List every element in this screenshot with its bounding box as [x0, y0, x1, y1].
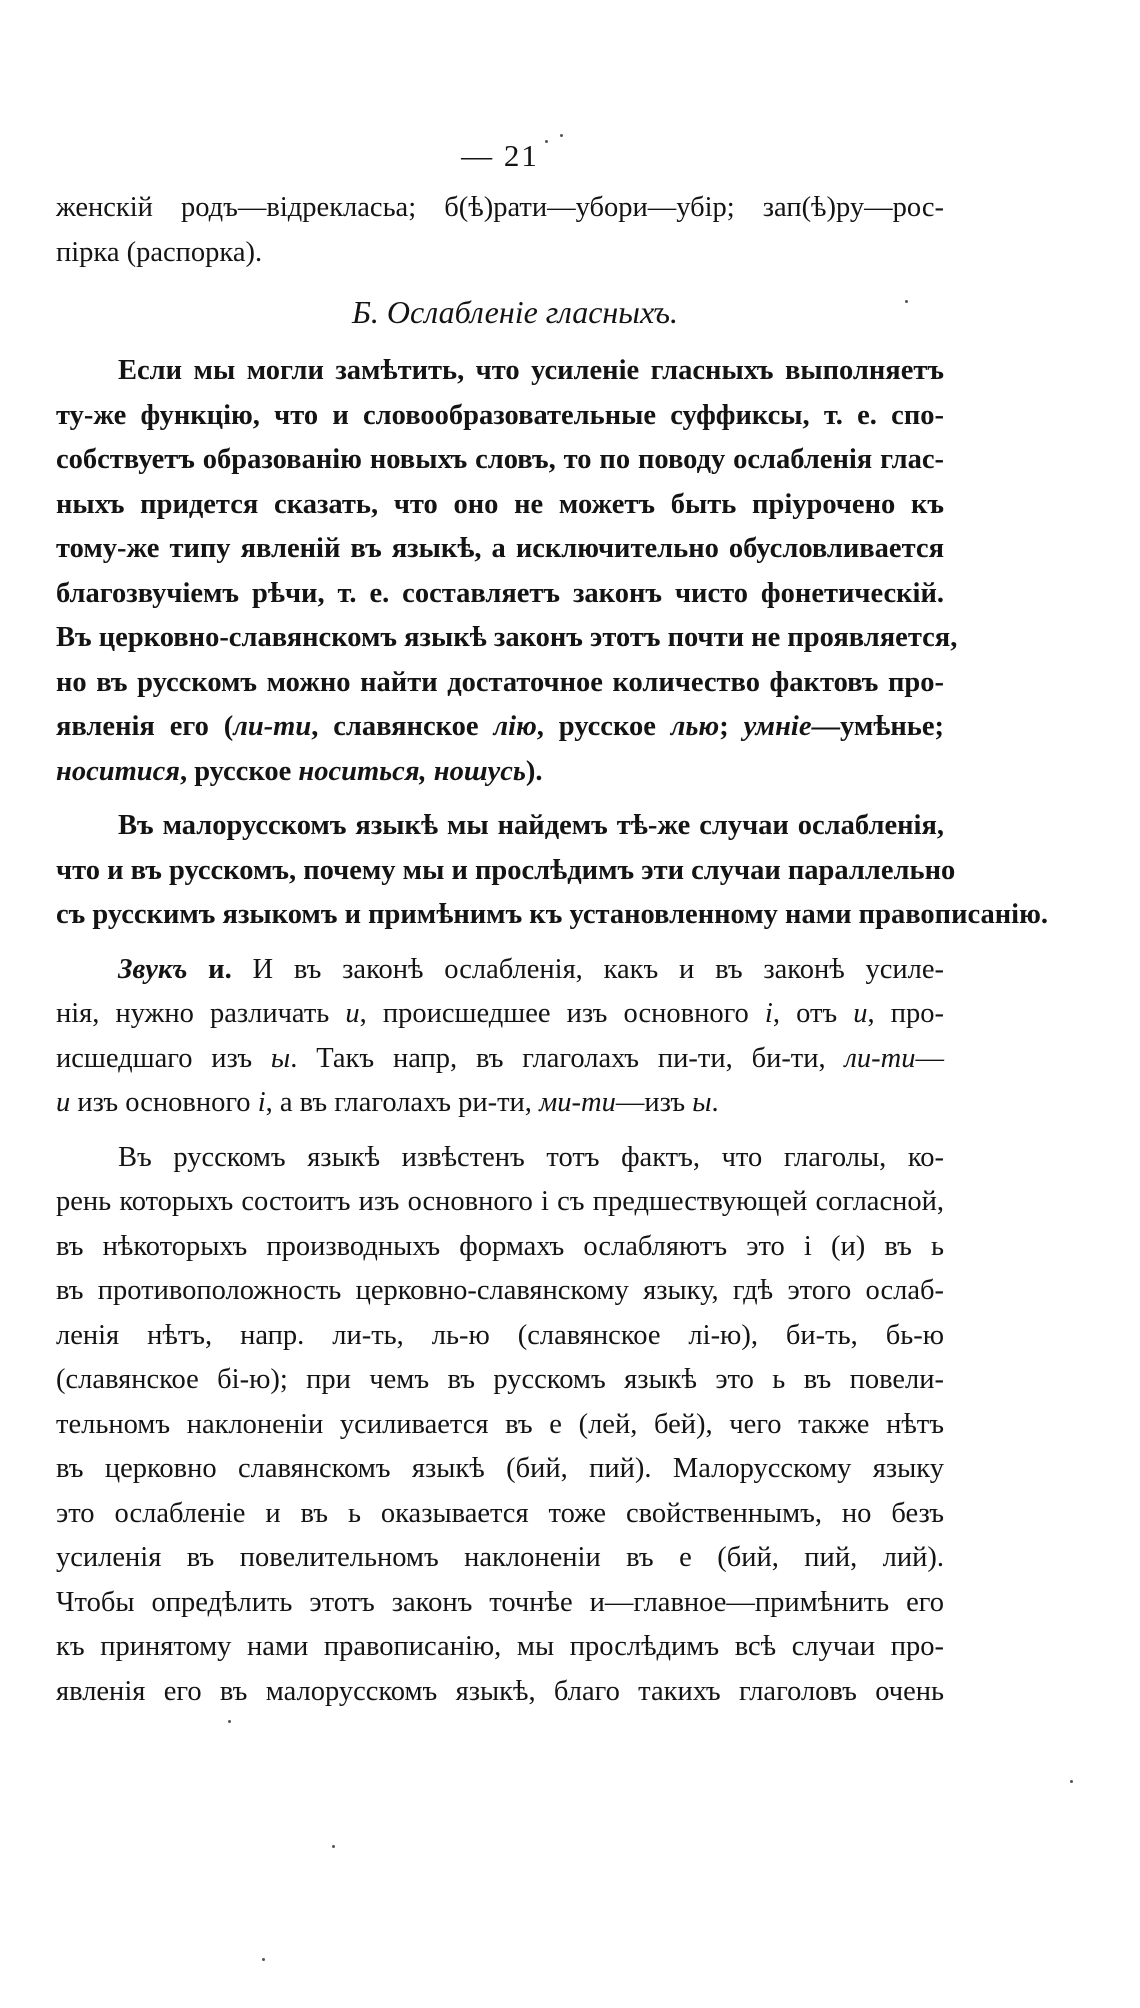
- text-line: что и въ русскомъ, почему мы и прослѣдимъ эти случаи параллельно: [56, 854, 956, 886]
- text-line: къ принятому нами правописанію, мы прослѣдимъ всѣ случаи про-: [56, 1631, 944, 1662]
- scan-speck: [332, 1845, 335, 1848]
- text-run: —умѣнье;: [811, 711, 944, 742]
- italic-example: носиться, ношусь: [298, 755, 526, 787]
- text-line: въ нѣкоторыхъ производныхъ формахъ ослабляютъ это і (и) въ ь: [56, 1230, 944, 1262]
- italic-example: і: [764, 998, 773, 1029]
- text-run: .: [711, 1087, 719, 1118]
- text-run: нія, нужно различать: [56, 998, 346, 1029]
- text-run: ;: [719, 711, 744, 742]
- text-line: усиленія въ повелительномъ наклоненіи въ е (бий, пий, лий).: [56, 1542, 944, 1573]
- italic-example: и: [56, 1087, 71, 1118]
- paragraph-sound-i: [56, 948, 944, 1126]
- italic-example: ли-ти: [233, 711, 312, 742]
- italic-example: ли-ти: [844, 1042, 916, 1074]
- paragraph-malorussian: [56, 804, 1048, 938]
- text-line: явленія его въ малорусскомъ языкѣ, благо такихъ глаголовъ очень: [56, 1675, 944, 1707]
- scan-speck: [545, 140, 548, 143]
- document-page: [56, 128, 1048, 1724]
- paragraph-continued: [56, 186, 944, 275]
- text-line: (славянское бі-ю); при чемъ въ русскомъ языкѣ это ь въ повели-: [56, 1364, 944, 1395]
- text-line: Если мы могли замѣтить, что усиленіе гласныхъ выполняетъ: [118, 355, 944, 386]
- text-run: ).: [525, 755, 543, 787]
- text-run: , отъ: [772, 998, 854, 1029]
- text-line: [56, 750, 944, 795]
- italic-example: і: [257, 1087, 266, 1118]
- text-run: —изъ: [615, 1087, 693, 1118]
- text-line: Въ малорусскомъ языкѣ мы найдемъ тѣ-же случаи ослабленія,: [118, 810, 944, 841]
- text-line: благозвучіемъ рѣчи, т. е. составляетъ законъ чисто фонетическій.: [56, 577, 944, 609]
- text-line: но въ русскомъ можно найти достаточное количество фактовъ про-: [56, 666, 944, 698]
- text-run: , происшедшее изъ основного: [359, 998, 765, 1029]
- text-line: собствуетъ образованію новыхъ словъ, то по поводу ослабленія глас-: [56, 444, 944, 475]
- text-line: [56, 705, 944, 750]
- text-run: , славянское: [311, 711, 494, 742]
- text-line: тому-же типу явленій въ языкѣ, а исключительно обусловливается: [56, 533, 944, 564]
- text-line: [56, 1081, 944, 1126]
- italic-example: умніе: [743, 711, 812, 742]
- text-line: женскій родъ—відрекласьа; б(ѣ)рати—убори—убір; зап(ѣ)ру—рос-: [56, 192, 944, 223]
- sound-letter: и.: [187, 953, 232, 985]
- text-run: , а въ глаголахъ ри-ти,: [265, 1087, 540, 1118]
- scan-speck: [228, 1720, 231, 1723]
- text-line: рень которыхъ состоитъ изъ основного і съ предшествующей согласной,: [56, 1186, 944, 1217]
- text-run: И въ законѣ ослабленія, какъ и въ законѣ усиле-: [231, 953, 944, 985]
- text-run: , русское: [179, 755, 299, 787]
- text-line: Въ русскомъ языкѣ извѣстенъ тотъ фактъ, что глаголы, ко-: [118, 1141, 944, 1173]
- text-run: явленія его (: [56, 711, 234, 742]
- text-line: это ослабленіе и въ ь оказывается тоже свойственнымъ, но безъ: [56, 1497, 944, 1529]
- text-line: [56, 1037, 944, 1082]
- italic-example: ми-ти: [539, 1087, 616, 1118]
- text-line: [56, 948, 944, 993]
- text-line: Въ церковно-славянскомъ языкѣ законъ этотъ почти не проявляется,: [56, 622, 958, 653]
- scan-speck: [262, 1958, 265, 1961]
- italic-example: носитися: [56, 755, 180, 787]
- italic-example: ы: [692, 1087, 712, 1118]
- scan-speck: [905, 300, 908, 303]
- paragraph-russian-weakening: [56, 1136, 944, 1715]
- text-run: , русское: [536, 711, 671, 742]
- text-line: пірка (распорка).: [56, 236, 263, 268]
- text-run: , про-: [867, 998, 944, 1029]
- italic-example: лью: [670, 711, 720, 742]
- text-line: ту-же функцію, что и словообразовательные суффиксы, т. е. спо-: [56, 399, 944, 431]
- page-number: — 21: [461, 138, 539, 173]
- scan-speck: [560, 134, 563, 137]
- text-line: ныхъ придется сказать, что оно не можетъ быть пріурочено къ: [56, 488, 944, 520]
- scan-speck: [1070, 1780, 1073, 1783]
- text-run: исшедшаго изъ: [56, 1042, 271, 1074]
- italic-example: лію: [493, 711, 537, 742]
- text-line: Чтобы опредѣлить этотъ законъ точнѣе и—главное—примѣнить его: [56, 1586, 944, 1618]
- text-line: ленія нѣтъ, напр. ли-ть, ль-ю (славянское лі-ю), би-ть, бь-ю: [56, 1319, 944, 1351]
- text-run: —: [915, 1042, 944, 1074]
- italic-example: и: [853, 998, 868, 1029]
- italic-example: и: [345, 998, 360, 1029]
- sound-label: Звукъ: [118, 953, 188, 985]
- text-run: изъ основного: [70, 1087, 258, 1118]
- text-line: въ противоположность церковно-славянскому языку, гдѣ этого ослаб-: [56, 1275, 944, 1306]
- section-heading: Б. Ослабленіе гласныхъ.: [352, 294, 678, 330]
- text-line: тельномъ наклоненіи усиливается въ е (лей, бей), чего также нѣтъ: [56, 1408, 944, 1440]
- italic-example: ы: [270, 1042, 291, 1074]
- text-line: въ церковно славянскомъ языкѣ (бий, пий). Малорусскому языку: [56, 1453, 944, 1484]
- text-line: [56, 992, 944, 1037]
- text-line: съ русскимъ языкомъ и примѣнимъ къ установленному нами правописанію.: [56, 899, 1048, 930]
- text-run: . Такъ напр, въ глаголахъ пи-ти, би-ти,: [290, 1042, 845, 1074]
- paragraph-vowel-weakening-intro: [56, 349, 958, 794]
